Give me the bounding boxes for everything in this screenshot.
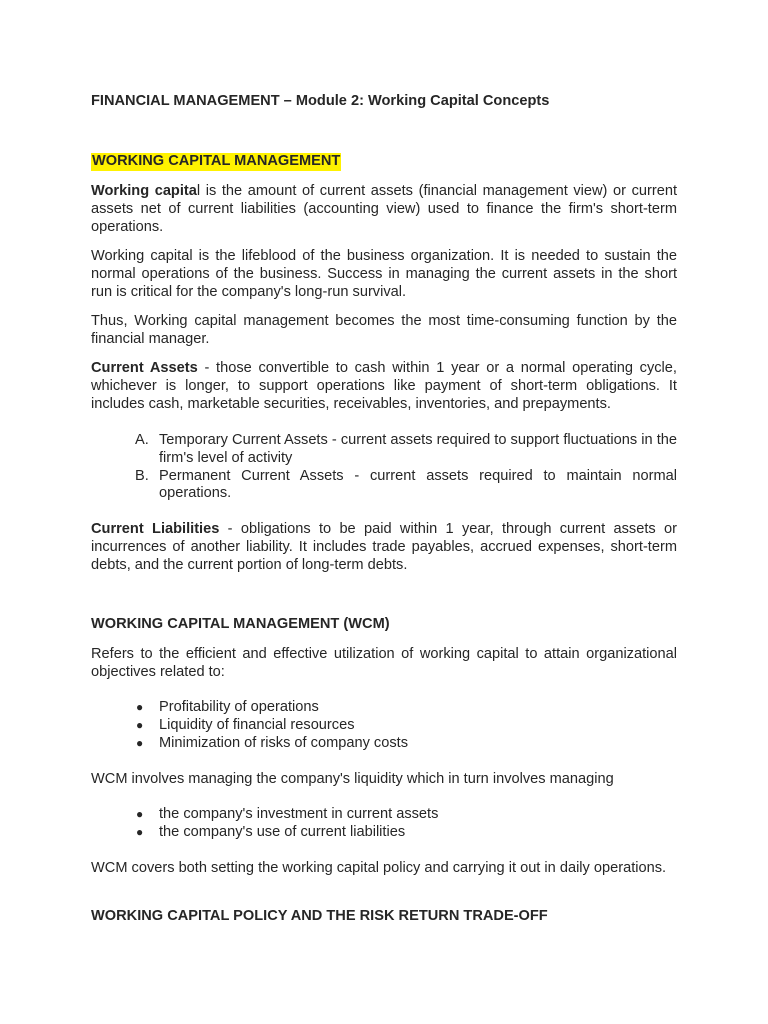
list-item — [91, 735, 677, 753]
list-marker: A. — [135, 432, 149, 448]
working-capital-definition — [91, 183, 677, 236]
list-item-text: Liquidity of financial resources — [159, 716, 355, 733]
list-item — [91, 806, 677, 824]
definition-text: l is the amount of current assets (financial management view) or current assets net of current liabilities (accounting view) used to finance the firm's short-term operations. — [91, 183, 678, 235]
current-liabilities-paragraph — [91, 521, 677, 574]
section-heading-policy-risk-return: WORKING CAPITAL POLICY AND THE RISK RETURN TRADE-OFF — [91, 908, 548, 924]
bullet-icon: ● — [136, 735, 144, 750]
list-item-text: the company's use of current liabilities — [159, 823, 406, 840]
objectives-list — [91, 699, 677, 752]
section-heading-wcm: WORKING CAPITAL MANAGEMENT (WCM) — [91, 616, 390, 632]
list-item-text: Minimization of risks of company costs — [159, 734, 408, 751]
document-title: FINANCIAL MANAGEMENT – Module 2: Working Capital Concepts — [91, 93, 550, 109]
lifeblood-paragraph: Working capital is the lifeblood of the business organization. It is needed to sustain the normal operations of the business. Success in managing the current assets in the short run is critical for the company's long-run survival. — [91, 248, 677, 300]
list-item — [91, 432, 677, 468]
term-working-capital: Working capita — [91, 183, 197, 199]
list-item-text: Profitability of operations — [159, 699, 319, 715]
term-current-assets: Current Assets — [91, 360, 198, 376]
list-item-text: Temporary Current Assets - current assets required to support fluctuations in the firm's level of activity — [159, 432, 677, 466]
list-item — [91, 468, 677, 504]
asset-types-list — [91, 432, 677, 503]
bullet-icon: ● — [136, 807, 144, 821]
current-assets-paragraph — [91, 360, 677, 413]
list-item — [91, 824, 677, 842]
time-consuming-paragraph: Thus, Working capital management becomes the most time-consuming function by the financial manager. — [91, 313, 677, 347]
wcm-covers-paragraph: WCM covers both setting the working capital policy and carrying it out in daily operations. — [91, 860, 667, 876]
liquidity-list — [91, 806, 677, 842]
list-marker: B. — [135, 467, 149, 484]
current-liabilities-text: - obligations to be paid within 1 year, through current assets or incurrences of another liability. It includes trade payables, accrued expenses, short-term debts, and the current portion of long-term debts. — [91, 521, 677, 573]
bullet-icon: ● — [136, 700, 144, 714]
section-heading-working-capital-management: WORKING CAPITAL MANAGEMENT — [92, 153, 341, 169]
list-item — [91, 717, 677, 735]
list-item-text: Permanent Current Assets - current assets required to maintain normal operations. — [159, 467, 677, 502]
bullet-icon: ● — [136, 717, 144, 732]
wcm-liquidity-paragraph: WCM involves managing the company's liquidity which in turn involves managing — [91, 771, 614, 787]
current-assets-text: - those convertible to cash within 1 year or a normal operating cycle, whichever is longer, to support operations like payment of short-term obligations. It includes cash, marketable securities, receivables, inventories, and prepayments. — [91, 360, 677, 412]
list-item — [91, 699, 677, 717]
term-current-liabilities: Current Liabilities — [91, 521, 220, 537]
list-item-text: the company's investment in current assets — [159, 806, 439, 822]
bullet-icon: ● — [136, 824, 144, 839]
wcm-definition-paragraph: Refers to the efficient and effective utilization of working capital to attain organizational objectives related to: — [91, 646, 677, 680]
